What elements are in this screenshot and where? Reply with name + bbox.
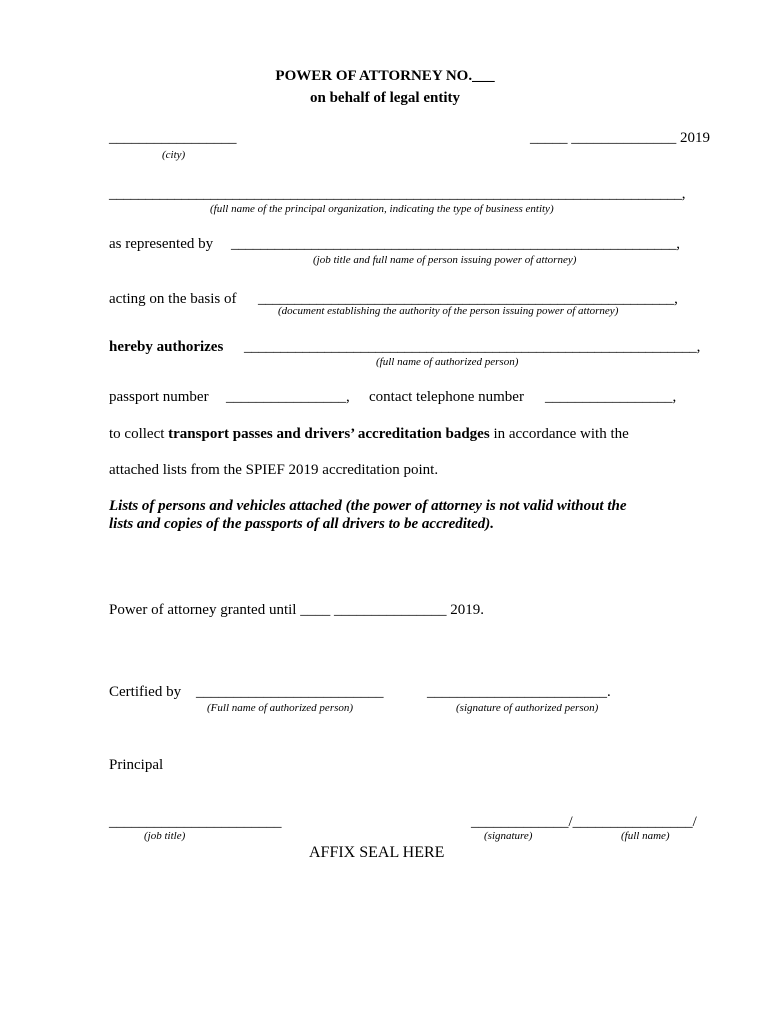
passport-field[interactable]: ________________, (226, 389, 350, 405)
authorized-person-field[interactable]: ______________________________________________________________, (244, 339, 701, 355)
city-caption: (city) (162, 149, 186, 161)
purpose-line-2: attached lists from the SPIEF 2019 accreditation point. (109, 462, 439, 478)
authorized-person-caption: (full name of authorized person) (376, 356, 519, 368)
purpose-prefix: to collect (109, 426, 169, 442)
principal-signature-field[interactable]: _____________/________________/ (471, 814, 697, 830)
certified-name-caption: (Full name of authorized person) (207, 702, 354, 714)
city-field[interactable]: _________________ (109, 130, 237, 146)
purpose-suffix: in accordance with the (489, 426, 629, 442)
phone-label: contact telephone number (369, 389, 524, 405)
principal-signature-caption: (signature) (484, 830, 533, 842)
attachment-note-line-2: lists and copies of the passports of all drivers to be accredited). (109, 516, 494, 532)
basis-caption: (document establishing the authority of the person issuing power of attorney) (278, 305, 619, 317)
principal-organization-field[interactable]: _______________________________________________________________________________, (109, 186, 686, 202)
basis-label: acting on the basis of (109, 291, 237, 307)
principal-organization-caption: (full name of the principal organization, indicating the type of business entity) (210, 203, 554, 215)
date-field[interactable]: _____ ______________ 2019 (530, 130, 710, 146)
document-subtitle: on behalf of legal entity (310, 90, 460, 106)
attachment-note-line-1: Lists of persons and vehicles attached (the power of attorney is not valid without the (109, 498, 627, 514)
principal-heading: Principal (109, 757, 164, 773)
principal-full-name-caption: (full name) (621, 830, 670, 842)
phone-field[interactable]: _________________, (545, 389, 677, 405)
passport-label: passport number (109, 389, 209, 405)
basis-field[interactable]: _________________________________________________________, (258, 291, 678, 307)
certified-signature-caption: (signature of authorized person) (456, 702, 599, 714)
certified-name-field[interactable]: _________________________ (196, 684, 384, 700)
represented-by-field[interactable]: _____________________________________________________________, (231, 236, 680, 252)
certified-by-label: Certified by (109, 684, 182, 700)
document-title: POWER OF ATTORNEY NO.___ (275, 68, 495, 84)
represented-by-caption: (job title and full name of person issuing power of attorney) (313, 254, 577, 266)
certified-signature-field[interactable]: ________________________. (427, 684, 611, 700)
principal-job-title-caption: (job title) (144, 830, 186, 842)
principal-job-title-field[interactable]: _______________________ (109, 814, 282, 830)
seal-placeholder: AFFIX SEAL HERE (309, 844, 445, 861)
represented-by-label: as represented by (109, 236, 214, 252)
validity-text: Power of attorney granted until ____ _______________ 2019. (109, 602, 484, 618)
purpose-line-1 (109, 425, 629, 443)
authorizes-label: hereby authorizes (109, 339, 224, 355)
purpose-bold-text: transport passes and drivers’ accreditation badges (168, 426, 490, 442)
